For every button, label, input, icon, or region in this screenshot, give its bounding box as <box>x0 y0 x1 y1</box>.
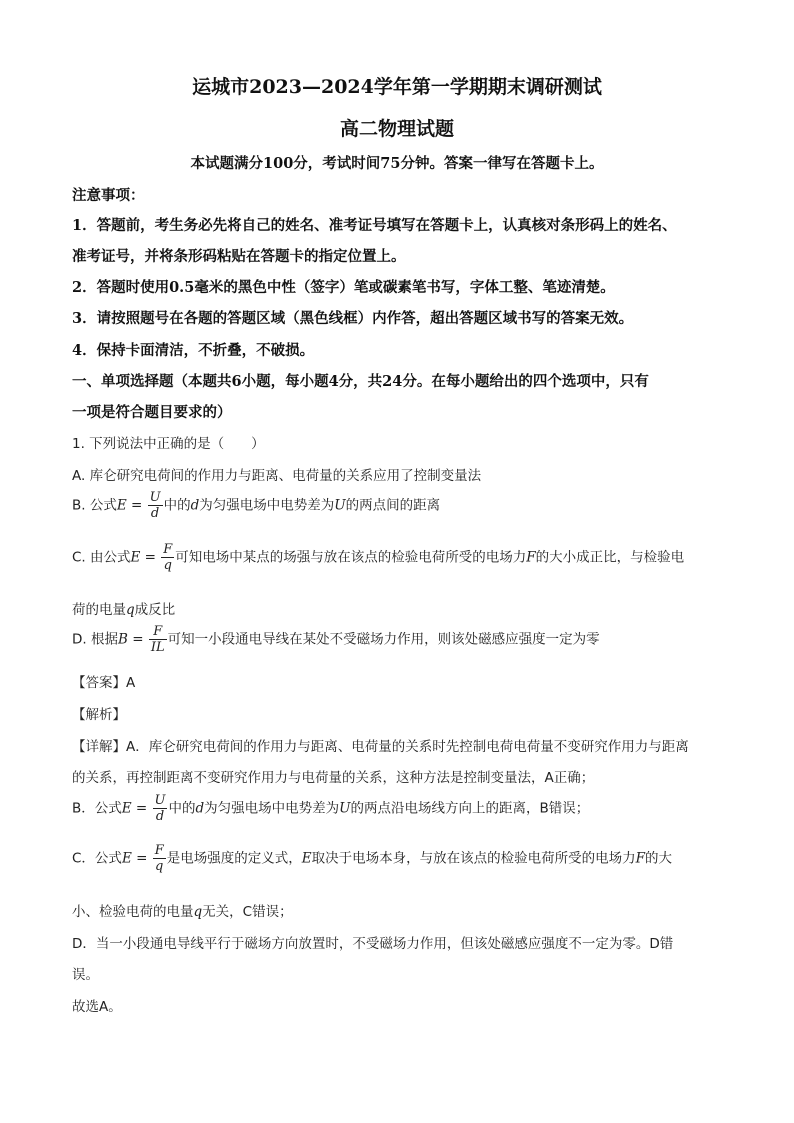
option-c-text-3: 荷的电量 <box>72 602 126 618</box>
detail-a-line-1: 【详解】A．库仑研究电荷间的作用力与距离、电荷量的关系时先控制电荷电荷量不变研究作用力与距离 <box>72 739 689 755</box>
exam-info: 本试题满分100分，考试时间75分钟。答案一律写在答题卡上。 <box>190 155 604 172</box>
note-item-3: 3．请按照题号在各题的答题区域（黑色线框）内作答，超出答题区域书写的答案无效。 <box>72 310 634 327</box>
numerator: F <box>163 542 173 557</box>
notes-heading: 注意事项： <box>72 187 145 204</box>
numerator: U <box>154 793 166 808</box>
denominator: d <box>155 809 165 824</box>
fraction-u-over-d <box>153 793 168 824</box>
option-c-line-1 <box>72 542 732 573</box>
detail-c-text-3: 的大 <box>644 850 672 867</box>
formula-lhs: E = <box>121 800 152 817</box>
detail-d-line-1: D．当一小段通电导线平行于磁场方向放置时，不受磁场力作用，但该处磁感应强度不一定为零。D错 <box>72 936 674 952</box>
formula-lhs: E = <box>116 497 147 514</box>
fraction-f-over-il <box>149 624 167 655</box>
option-c-line-2 <box>72 598 732 618</box>
detail-c-text: 是电场强度的定义式， <box>166 850 302 867</box>
option-c-prefix: C. 由公式 <box>72 549 131 566</box>
option-c-text: 可知电场中某点的场强与放在该点的检验电荷所受的电场力 <box>175 549 527 566</box>
option-d-prefix: D. 根据 <box>72 631 118 648</box>
fraction-f-over-q <box>161 542 174 573</box>
var-f: F <box>635 850 645 867</box>
formula-lhs: E = <box>121 850 152 867</box>
note-item-1-line-2: 准考证号，并将条形码粘贴在答题卡的指定位置上。 <box>72 248 406 265</box>
var-e: E <box>301 850 312 867</box>
detail-c-line-2 <box>72 900 732 920</box>
exam-subtitle: 高二物理试题 <box>339 118 454 140</box>
detail-c-text-4: 小、检验电荷的电量 <box>72 904 194 920</box>
option-c-text-2: 的大小成正比，与检验电 <box>535 549 685 566</box>
var-d: d <box>190 497 200 514</box>
option-d <box>72 624 732 655</box>
option-b <box>72 490 732 521</box>
exam-title: 运城市2023—2024学年第一学期期末调研测试 <box>192 76 602 98</box>
detail-a-line-2: 的关系，再控制距离不变研究作用力与电荷量的关系，这种方法是控制变量法，A正确； <box>72 770 595 786</box>
option-b-text: 中的 <box>163 497 191 514</box>
detail-b <box>72 793 732 824</box>
var-u: U <box>334 497 346 514</box>
detail-c-text-5: 无关，C错误； <box>202 904 293 920</box>
option-a: A. 库仑研究电荷间的作用力与距离、电荷量的关系应用了控制变量法 <box>72 468 482 484</box>
detail-b-prefix: B．公式 <box>72 800 122 817</box>
denominator: d <box>150 506 160 521</box>
detail-b-text: 中的 <box>168 800 196 817</box>
note-item-2: 2．答题时使用0.5毫米的黑色中性（签字）笔或碳素笔书写，字体工整、笔迹清楚。 <box>72 279 615 296</box>
fraction-u-over-d <box>148 490 163 521</box>
note-item-4: 4．保持卡面清洁，不折叠，不破损。 <box>72 342 315 359</box>
option-b-text-3: 的两点间的距离 <box>345 497 441 514</box>
option-d-text: 可知一小段通电导线在某处不受磁场力作用，则该处磁感应强度一定为零 <box>167 631 600 648</box>
var-q: q <box>193 904 203 920</box>
var-f: F <box>526 549 536 566</box>
detail-d-line-2: 误。 <box>72 967 99 983</box>
analysis-label: 【解析】 <box>72 707 126 723</box>
formula-lhs: E = <box>130 549 161 566</box>
denominator: q <box>155 859 164 874</box>
option-c-text-4: 成反比 <box>134 602 176 618</box>
section-heading-line-1: 一、单项选择题（本题共6小题，每小题4分，共24分。在每小题给出的四个选项中，只有 <box>72 373 649 390</box>
option-b-prefix: B. 公式 <box>72 497 117 514</box>
section-heading-line-2: 一项是符合题目要求的） <box>72 404 232 421</box>
detail-c-prefix: C．公式 <box>72 850 122 867</box>
numerator: F <box>149 624 167 640</box>
var-d: d <box>195 800 205 817</box>
numerator: F <box>154 843 164 858</box>
note-item-1-line-1: 1．答题前，考生务必先将自己的姓名、准考证号填写在答题卡上，认真核对条形码上的姓名、 <box>72 217 677 234</box>
question-stem: 1. 下列说法中正确的是（ ） <box>72 436 265 452</box>
numerator: U <box>149 490 161 505</box>
var-u: U <box>339 800 351 817</box>
answer-label: 【答案】A <box>72 675 136 691</box>
denominator: IL <box>150 640 165 655</box>
option-b-text-2: 为匀强电场中电势差为 <box>199 497 335 514</box>
fraction-f-over-q <box>153 843 166 874</box>
var-q: q <box>126 602 135 618</box>
detail-c-line-1 <box>72 843 732 874</box>
detail-b-text-3: 的两点沿电场线方向上的距离，B错误； <box>350 800 590 817</box>
conclusion: 故选A。 <box>72 999 122 1015</box>
detail-c-text-2: 取决于电场本身，与放在该点的检验电荷所受的电场力 <box>311 850 636 867</box>
formula-lhs: B = <box>117 631 148 648</box>
denominator: q <box>163 558 172 573</box>
detail-b-text-2: 为匀强电场中电势差为 <box>204 800 340 817</box>
